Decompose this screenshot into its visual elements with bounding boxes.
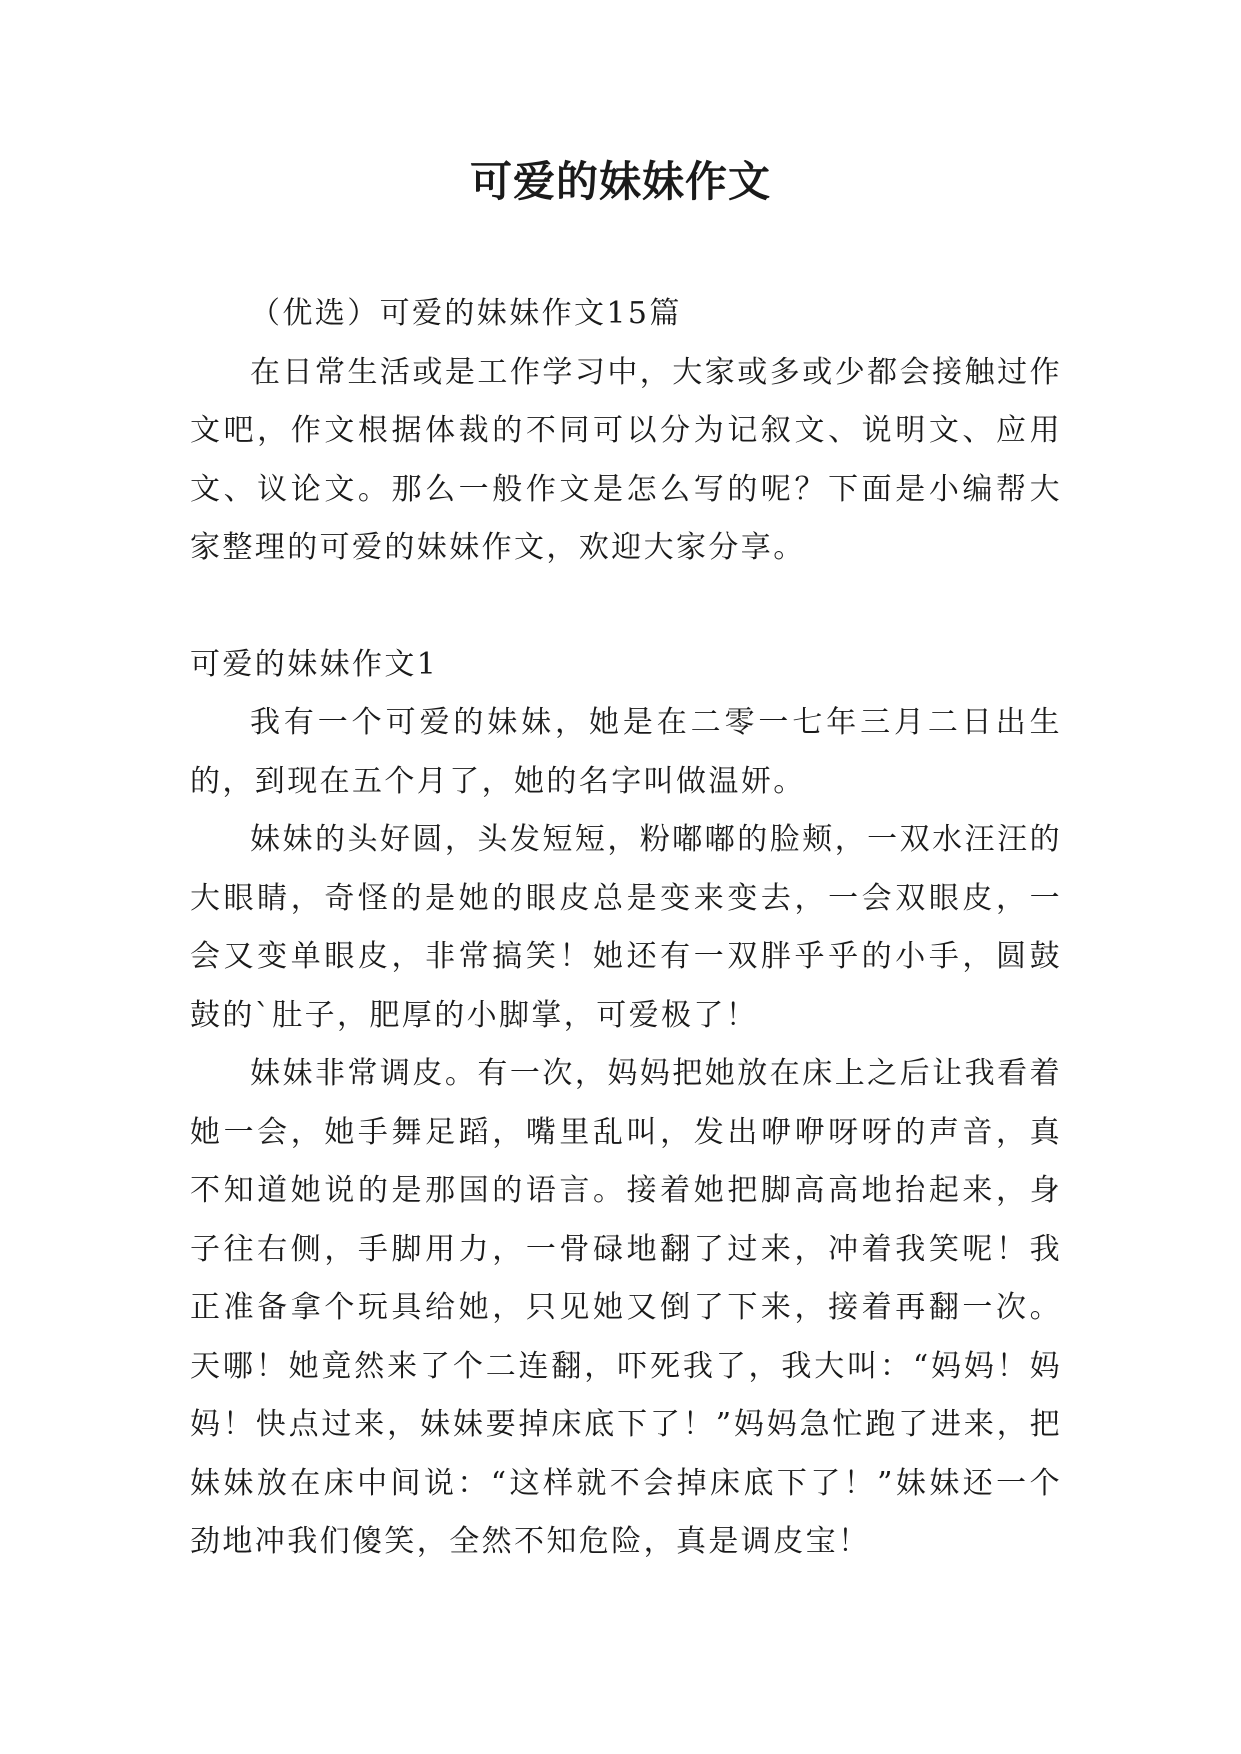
intro-paragraph: 在日常生活或是工作学习中，大家或多或少都会接触过作文吧，作文根据体裁的不同可以分为记叙文、说明文、应用文、议论文。那么一般作文是怎么写的呢？下面是小编帮大家整理的可爱的妹妹作文，欢迎大家分享。 (190, 354, 1062, 565)
section-paragraph-3: 妹妹非常调皮。有一次，妈妈把她放在床上之后让我看着她一会，她手舞足蹈，嘴里乱叫，发出咿咿呀呀的声音，真不知道她说的是那国的语言。接着她把脚高高地抬起来，身子往右侧，手脚用力，一骨碌地翻了过来，冲着我笑呢！我正准备拿个玩具给她，只见她又倒了下来，接着再翻一次。天哪！她竟然来了个二连翻，吓死我了，我大叫：“妈妈！妈妈！快点过来，妹妹要掉床底下了！”妈妈急忙跑了进来，把妹妹放在床中间说：“这样就不会掉床底下了！”妹妹还一个劲地冲我们傻笑，全然不知危险，真是调皮宝！ (190, 1056, 1062, 1559)
document-body (190, 285, 1062, 1572)
document-title: 可爱的妹妹作文 (469, 157, 771, 206)
document-subtitle: （优选）可爱的妹妹作文15篇 (250, 296, 682, 331)
section-heading: 可爱的妹妹作文1 (190, 646, 439, 682)
section-paragraph-2: 妹妹的头好圆，头发短短，粉嘟嘟的脸颊，一双水汪汪的大眼睛，奇怪的是她的眼皮总是变来变去，一会双眼皮，一会又变单眼皮，非常搞笑！她还有一双胖乎乎的小手，圆鼓鼓的`肚子，肥厚的小脚掌，可爱极了！ (190, 822, 1062, 1033)
section-paragraph-1: 我有一个可爱的妹妹，她是在二零一七年三月二日出生的，到现在五个月了，她的名字叫做温妍。 (190, 705, 1062, 799)
